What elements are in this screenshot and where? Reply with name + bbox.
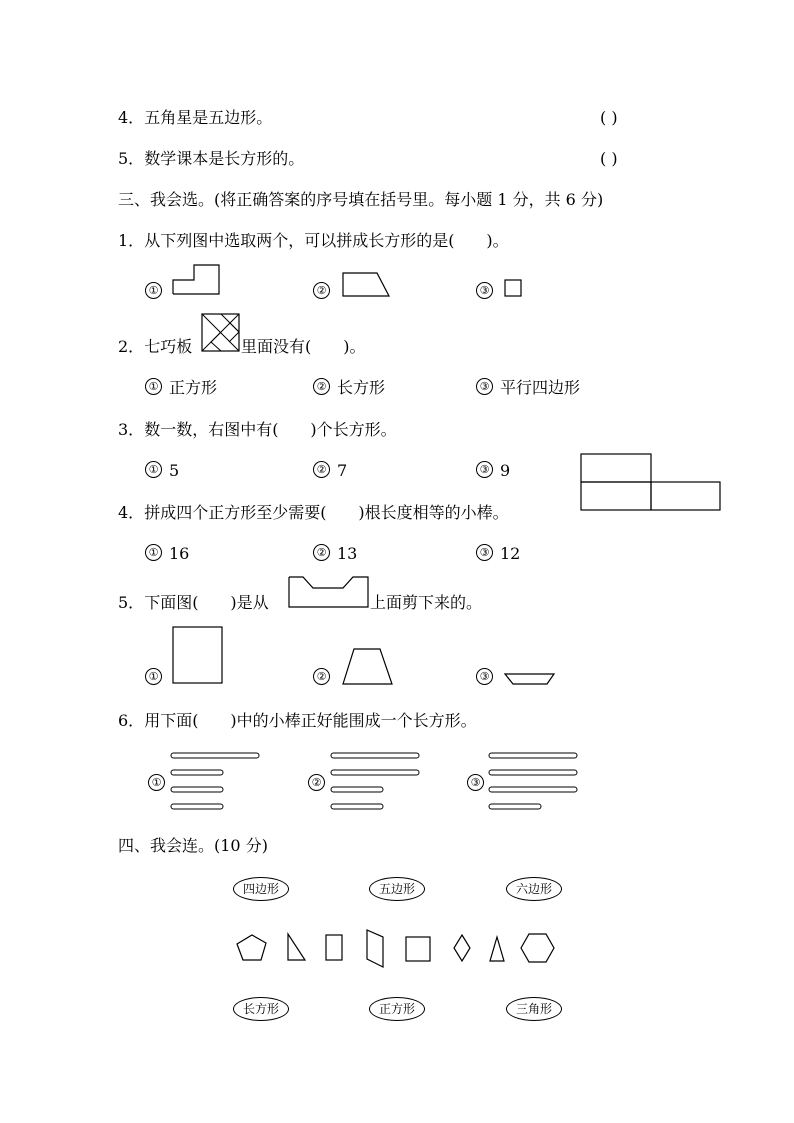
q6-option-1-marker: ①: [148, 774, 165, 791]
q2-option-3[interactable]: [476, 378, 580, 398]
q1-option-2-marker: ②: [313, 282, 330, 299]
q2-option-1-marker: ①: [145, 378, 162, 395]
q1-small-square-figure: [504, 279, 524, 299]
choice-q6-text: 用下面( )中的小棒正好能围成一个长方形。: [144, 711, 477, 730]
q3-option-1-marker: ①: [145, 461, 162, 478]
label-quadrilateral[interactable]: 四边形: [233, 877, 289, 901]
judge-q4-text: 五角星是五边形。: [144, 108, 273, 127]
judge-q5-num: 5．: [118, 149, 145, 168]
q3-rectangles-figure: [580, 453, 722, 511]
q4-option-2-marker: ②: [313, 544, 330, 561]
choice-q5-text-a: 下面图( )是从: [144, 593, 269, 612]
shape-rhombus[interactable]: [453, 934, 473, 964]
shape-right-triangle[interactable]: [285, 933, 307, 963]
q6-option-3-marker: ③: [467, 774, 484, 791]
q4-option-2-label: 13: [337, 544, 358, 563]
q3-option-3-label: 9: [500, 461, 511, 480]
choice-q6: [118, 711, 477, 731]
q2-option-3-marker: ③: [476, 378, 493, 395]
choice-q1-text: 从下列图中选取两个，可以拼成长方形的是( )。: [144, 231, 509, 250]
q4-option-3-label: 12: [500, 544, 521, 563]
q1-option-3[interactable]: [476, 282, 500, 302]
q1-option-2[interactable]: [313, 282, 337, 302]
q5-option-1-marker: ①: [145, 668, 162, 685]
q2-option-1[interactable]: [145, 378, 217, 398]
q4-option-1-label: 16: [169, 544, 190, 563]
label-hexagon[interactable]: 六边形: [506, 877, 562, 901]
shape-pentagon[interactable]: [236, 934, 270, 964]
q6-sticks-set-2: [330, 752, 422, 812]
q4-option-3-marker: ③: [476, 544, 493, 561]
choice-q2-text-b: 里面没有( )。: [241, 337, 366, 356]
choice-q3-text: 数一数，右图中有( )个长方形。: [144, 420, 397, 439]
q5-option-2[interactable]: [313, 668, 337, 688]
q4-option-2[interactable]: [313, 544, 357, 564]
choice-q5-text-b: 上面剪下来的。: [370, 593, 483, 612]
q2-option-2[interactable]: [313, 378, 385, 398]
q5-trapezoid-figure: [342, 648, 394, 686]
choice-q6-num: 6．: [118, 711, 145, 730]
q2-option-3-label: 平行四边形: [500, 378, 581, 397]
choice-q2: [118, 337, 192, 357]
shape-tall-rectangle[interactable]: [325, 934, 345, 962]
q3-option-2[interactable]: [313, 461, 347, 481]
judge-q4: [118, 108, 272, 128]
q4-option-1[interactable]: [145, 544, 189, 564]
q5-option-1[interactable]: [145, 668, 169, 688]
q3-option-1[interactable]: [145, 461, 179, 481]
label-rectangle[interactable]: 长方形: [233, 997, 289, 1021]
judge-q5: [118, 149, 304, 169]
q2-option-2-marker: ②: [313, 378, 330, 395]
q5-option-3[interactable]: [476, 668, 500, 688]
q6-sticks-set-3: [488, 752, 580, 812]
choice-q3: [118, 420, 397, 440]
q4-option-3[interactable]: [476, 544, 520, 564]
label-square[interactable]: 正方形: [369, 997, 425, 1021]
q3-option-3[interactable]: [476, 461, 510, 481]
judge-q4-num: 4．: [118, 108, 145, 127]
shape-square[interactable]: [405, 936, 433, 964]
label-triangle[interactable]: 三角形: [506, 997, 562, 1021]
label-pentagon[interactable]: 五边形: [369, 877, 425, 901]
q1-option-1-marker: ①: [145, 282, 162, 299]
section4-title: 四、我会连。(10 分): [118, 836, 268, 855]
choice-q4: [118, 503, 509, 523]
q5-flat-trapezoid-figure: [504, 673, 556, 687]
q1-step-shape-figure: [172, 264, 222, 296]
choice-q3-num: 3．: [118, 420, 145, 439]
shape-hexagon[interactable]: [520, 933, 556, 965]
q5-source-shape-figure: [288, 576, 370, 610]
choice-q2-num: 2．: [118, 337, 145, 356]
q1-option-3-marker: ③: [476, 282, 493, 299]
q5-rectangle-figure: [172, 626, 224, 686]
choice-q5-num: 5．: [118, 593, 145, 612]
judge-q4-answer-paren[interactable]: ( ): [600, 108, 618, 127]
tangram-figure: [201, 313, 241, 353]
q4-option-1-marker: ①: [145, 544, 162, 561]
choice-q4-num: 4．: [118, 503, 145, 522]
choice-q5: [118, 593, 269, 613]
shape-isosceles-triangle[interactable]: [489, 936, 507, 964]
choice-q1-num: 1．: [118, 231, 145, 250]
q1-trapezoid-figure: [342, 272, 392, 298]
q1-option-1[interactable]: [145, 282, 169, 302]
q6-sticks-set-1: [170, 752, 262, 812]
shape-parallelogram[interactable]: [365, 929, 387, 969]
section3-title: 三、我会选。(将正确答案的序号填在括号里。每小题 1 分，共 6 分): [118, 190, 604, 209]
choice-q2-text-a: 七巧板: [144, 337, 193, 356]
choice-q1: [118, 231, 509, 251]
q6-option-1[interactable]: [148, 774, 172, 794]
q3-option-3-marker: ③: [476, 461, 493, 478]
q3-option-2-marker: ②: [313, 461, 330, 478]
judge-q5-answer-paren[interactable]: ( ): [600, 149, 618, 168]
q3-option-2-label: 7: [337, 461, 348, 480]
judge-q5-text: 数学课本是长方形的。: [144, 149, 305, 168]
choice-q4-text: 拼成四个正方形至少需要( )根长度相等的小棒。: [144, 503, 509, 522]
q6-option-2-marker: ②: [308, 774, 325, 791]
q5-option-2-marker: ②: [313, 668, 330, 685]
q2-option-2-label: 长方形: [337, 378, 386, 397]
q5-option-3-marker: ③: [476, 668, 493, 685]
q3-option-1-label: 5: [169, 461, 180, 480]
q6-option-2[interactable]: [308, 774, 332, 794]
q2-option-1-label: 正方形: [169, 378, 218, 397]
